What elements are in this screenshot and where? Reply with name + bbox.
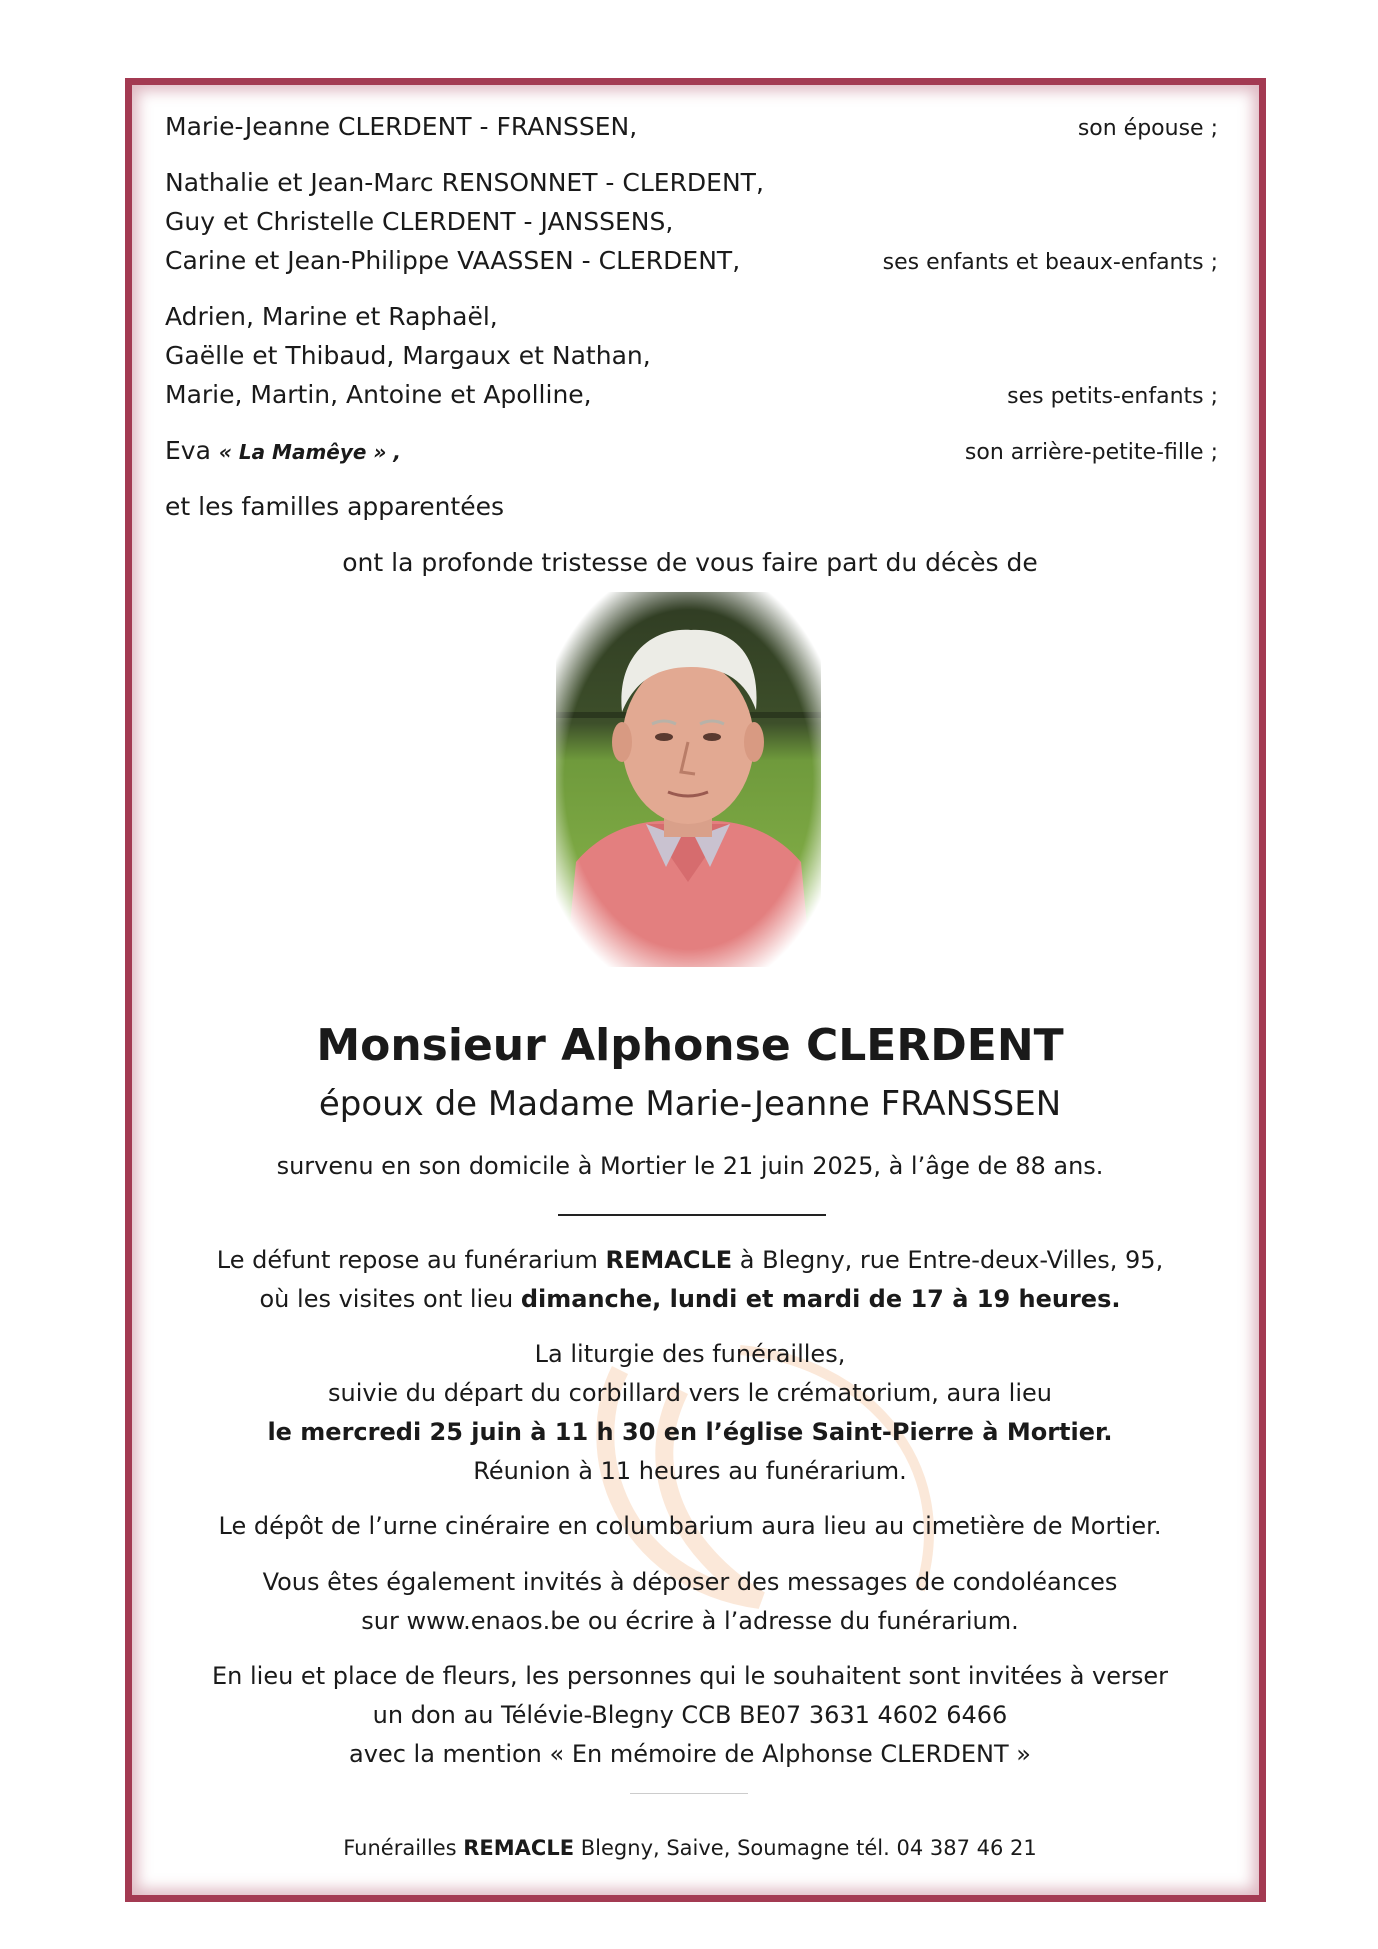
- donation-line-3: avec la mention « En mémoire de Alphonse CLERDENT »: [349, 1740, 1031, 1768]
- visitation-hours: dimanche, lundi et mardi de 17 à 19 heures.: [520, 1285, 1121, 1313]
- funeral-home-name: REMACLE: [605, 1246, 733, 1274]
- footer-funeral-home: REMACLE: [463, 1836, 575, 1860]
- spouse-name: Marie-Jeanne CLERDENT - FRANSSEN,: [165, 112, 638, 141]
- grandchildren-relation: ses petits-enfants ;: [1007, 384, 1218, 409]
- condolences-line-2: sur www.enaos.be ou écrire à l’adresse du funérarium.: [361, 1607, 1019, 1635]
- footer-divider: [630, 1793, 748, 1794]
- footer: [165, 1836, 1215, 1860]
- deceased-name: Monsieur Alphonse CLERDENT: [316, 1020, 1064, 1071]
- footer-contact: Blegny, Saive, Soumagne tél. 04 387 46 21: [580, 1836, 1037, 1860]
- visitation-address: à Blegny, rue Entre-deux-Villes, 95,: [739, 1246, 1164, 1274]
- death-details: survenu en son domicile à Mortier le 21 juin 2025, à l’âge de 88 ans.: [276, 1152, 1104, 1180]
- urn-line: Le dépôt de l’urne cinéraire en columbarium aura lieu au cimetière de Mortier.: [218, 1512, 1162, 1540]
- child-line-3: Carine et Jean-Philippe VAASSEN - CLERDENT,: [165, 246, 741, 275]
- deceased-portrait: [556, 592, 821, 967]
- grandchild-line-1: Adrien, Marine et Raphaël,: [165, 302, 498, 331]
- visitation-text-1: Le défunt repose au funérarium: [216, 1246, 598, 1274]
- liturgy-line-1: La liturgie des funérailles,: [534, 1340, 846, 1368]
- announcement-text: ont la profonde tristesse de vous faire part du décès de: [342, 548, 1038, 577]
- relatives-line: et les familles apparentées: [165, 492, 505, 521]
- great-grandchild-nickname: « La Mamêye » ,: [218, 440, 401, 464]
- child-line-1: Nathalie et Jean-Marc RENSONNET - CLERDENT,: [165, 168, 764, 197]
- visitation-line-1: [165, 1246, 1215, 1274]
- footer-text-pre: Funérailles: [343, 1836, 457, 1860]
- grandchild-line-3: Marie, Martin, Antoine et Apolline,: [165, 380, 592, 409]
- spouse-relation: son épouse ;: [1077, 116, 1218, 141]
- visitation-text-2: où les visites ont lieu: [259, 1285, 514, 1313]
- section-divider: [558, 1214, 826, 1216]
- child-line-2: Guy et Christelle CLERDENT - JANSSENS,: [165, 207, 674, 236]
- donation-line-2: un don au Télévie-Blegny CCB BE07 3631 4602 6466: [372, 1701, 1008, 1729]
- deceased-spouse-line: époux de Madame Marie-Jeanne FRANSSEN: [318, 1084, 1062, 1124]
- great-grandchild-name: Eva: [165, 436, 211, 465]
- grandchild-line-2: Gaëlle et Thibaud, Margaux et Nathan,: [165, 341, 651, 370]
- great-grandchild-label: [165, 436, 401, 465]
- condolences-line-1: Vous êtes également invités à déposer des messages de condoléances: [262, 1568, 1118, 1596]
- liturgy-line-4: Réunion à 11 heures au funérarium.: [473, 1457, 907, 1485]
- children-relation: ses enfants et beaux-enfants ;: [882, 250, 1218, 275]
- liturgy-line-2: suivie du départ du corbillard vers le crématorium, aura lieu: [328, 1379, 1052, 1407]
- visitation-line-2: [165, 1285, 1215, 1313]
- liturgy-line-3: le mercredi 25 juin à 11 h 30 en l’église Saint-Pierre à Mortier.: [267, 1418, 1113, 1446]
- great-grandchild-relation: son arrière-petite-fille ;: [964, 440, 1218, 465]
- donation-line-1: En lieu et place de fleurs, les personnes qui le souhaitent sont invitées à verser: [211, 1662, 1169, 1690]
